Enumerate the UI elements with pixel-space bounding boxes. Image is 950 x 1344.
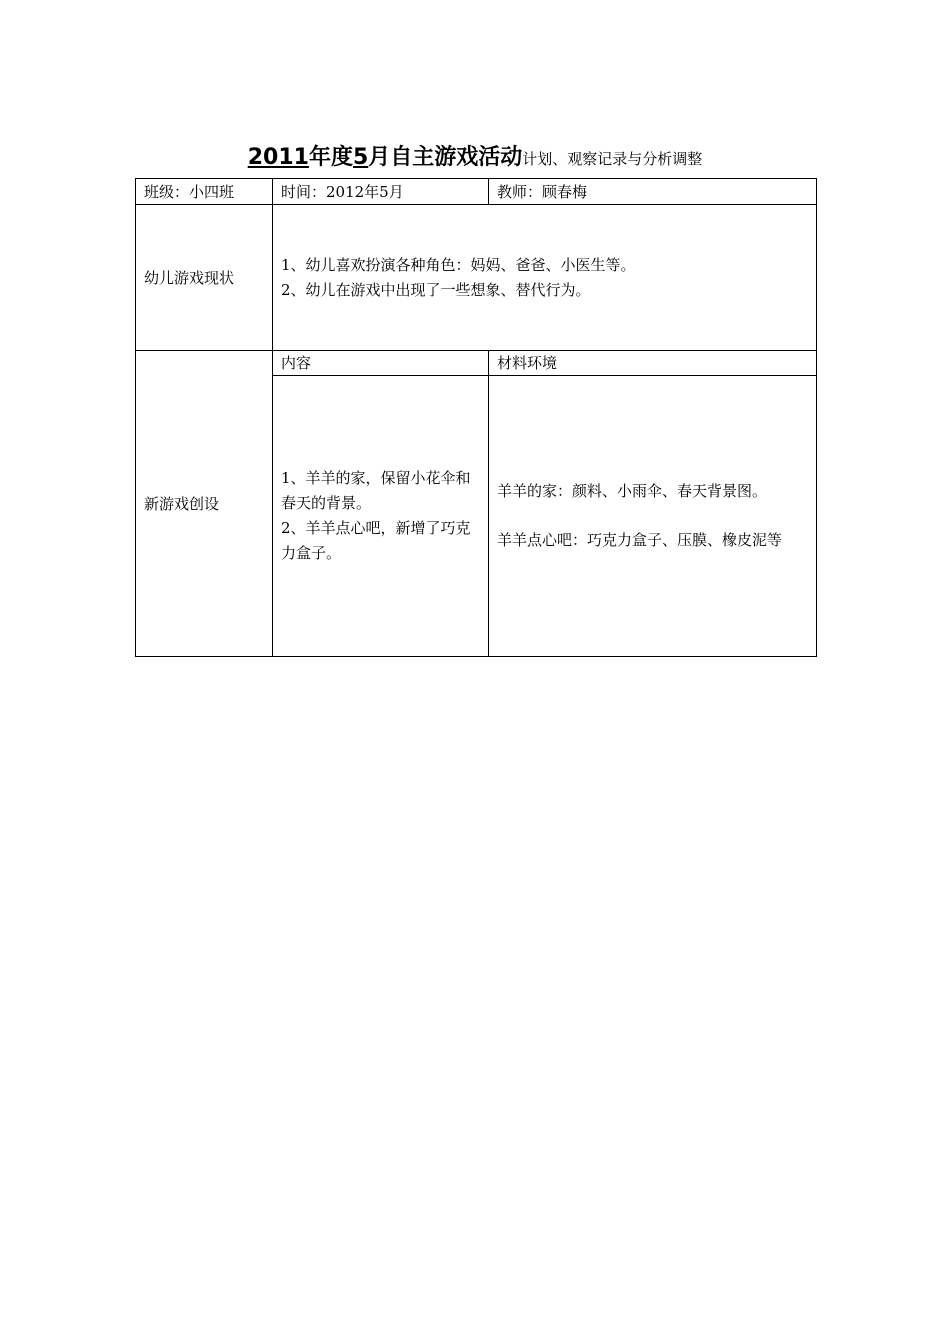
materials-line: 羊羊点心吧：巧克力盒子、压膜、橡皮泥等 [497, 531, 783, 549]
status-line: 2、幼儿在游戏中出现了一些想象、替代行为。 [281, 280, 591, 299]
title-month: 5 [352, 145, 369, 170]
header-row [136, 179, 817, 205]
class-cell: 班级：小四班 [136, 179, 273, 205]
title-year: 2011 [247, 145, 309, 170]
materials-line: 羊羊的家：颜料、小雨伞、春天背景图。 [497, 482, 768, 500]
new-games-label: 新游戏创设 [136, 351, 273, 657]
time-cell: 时间：2012年5月 [273, 179, 489, 205]
status-line: 1、幼儿喜欢扮演各种角色：妈妈、爸爸、小医生等。 [281, 255, 636, 274]
content-header: 内容 [273, 351, 489, 376]
document-title [0, 140, 950, 171]
title-main-tail: 月自主游戏活动 [368, 145, 523, 170]
title-main-rest: 年度 [308, 145, 353, 170]
content-cell [273, 376, 489, 657]
status-row [136, 205, 817, 351]
status-content [273, 205, 817, 351]
materials-cell [489, 376, 817, 657]
teacher-cell: 教师：顾春梅 [489, 179, 817, 205]
materials-header: 材料环境 [489, 351, 817, 376]
content-line: 1、羊羊的家，保留小花伞和春天的背景。 [281, 469, 471, 512]
title-subtitle: 计划、观察记录与分析调整 [522, 150, 703, 168]
plan-table [135, 178, 817, 657]
status-label: 幼儿游戏现状 [136, 205, 273, 351]
content-line: 2、羊羊点心吧，新增了巧克力盒子。 [281, 519, 471, 562]
title-main [248, 145, 523, 170]
new-games-subheader-row [136, 351, 817, 376]
spacer [497, 504, 808, 528]
